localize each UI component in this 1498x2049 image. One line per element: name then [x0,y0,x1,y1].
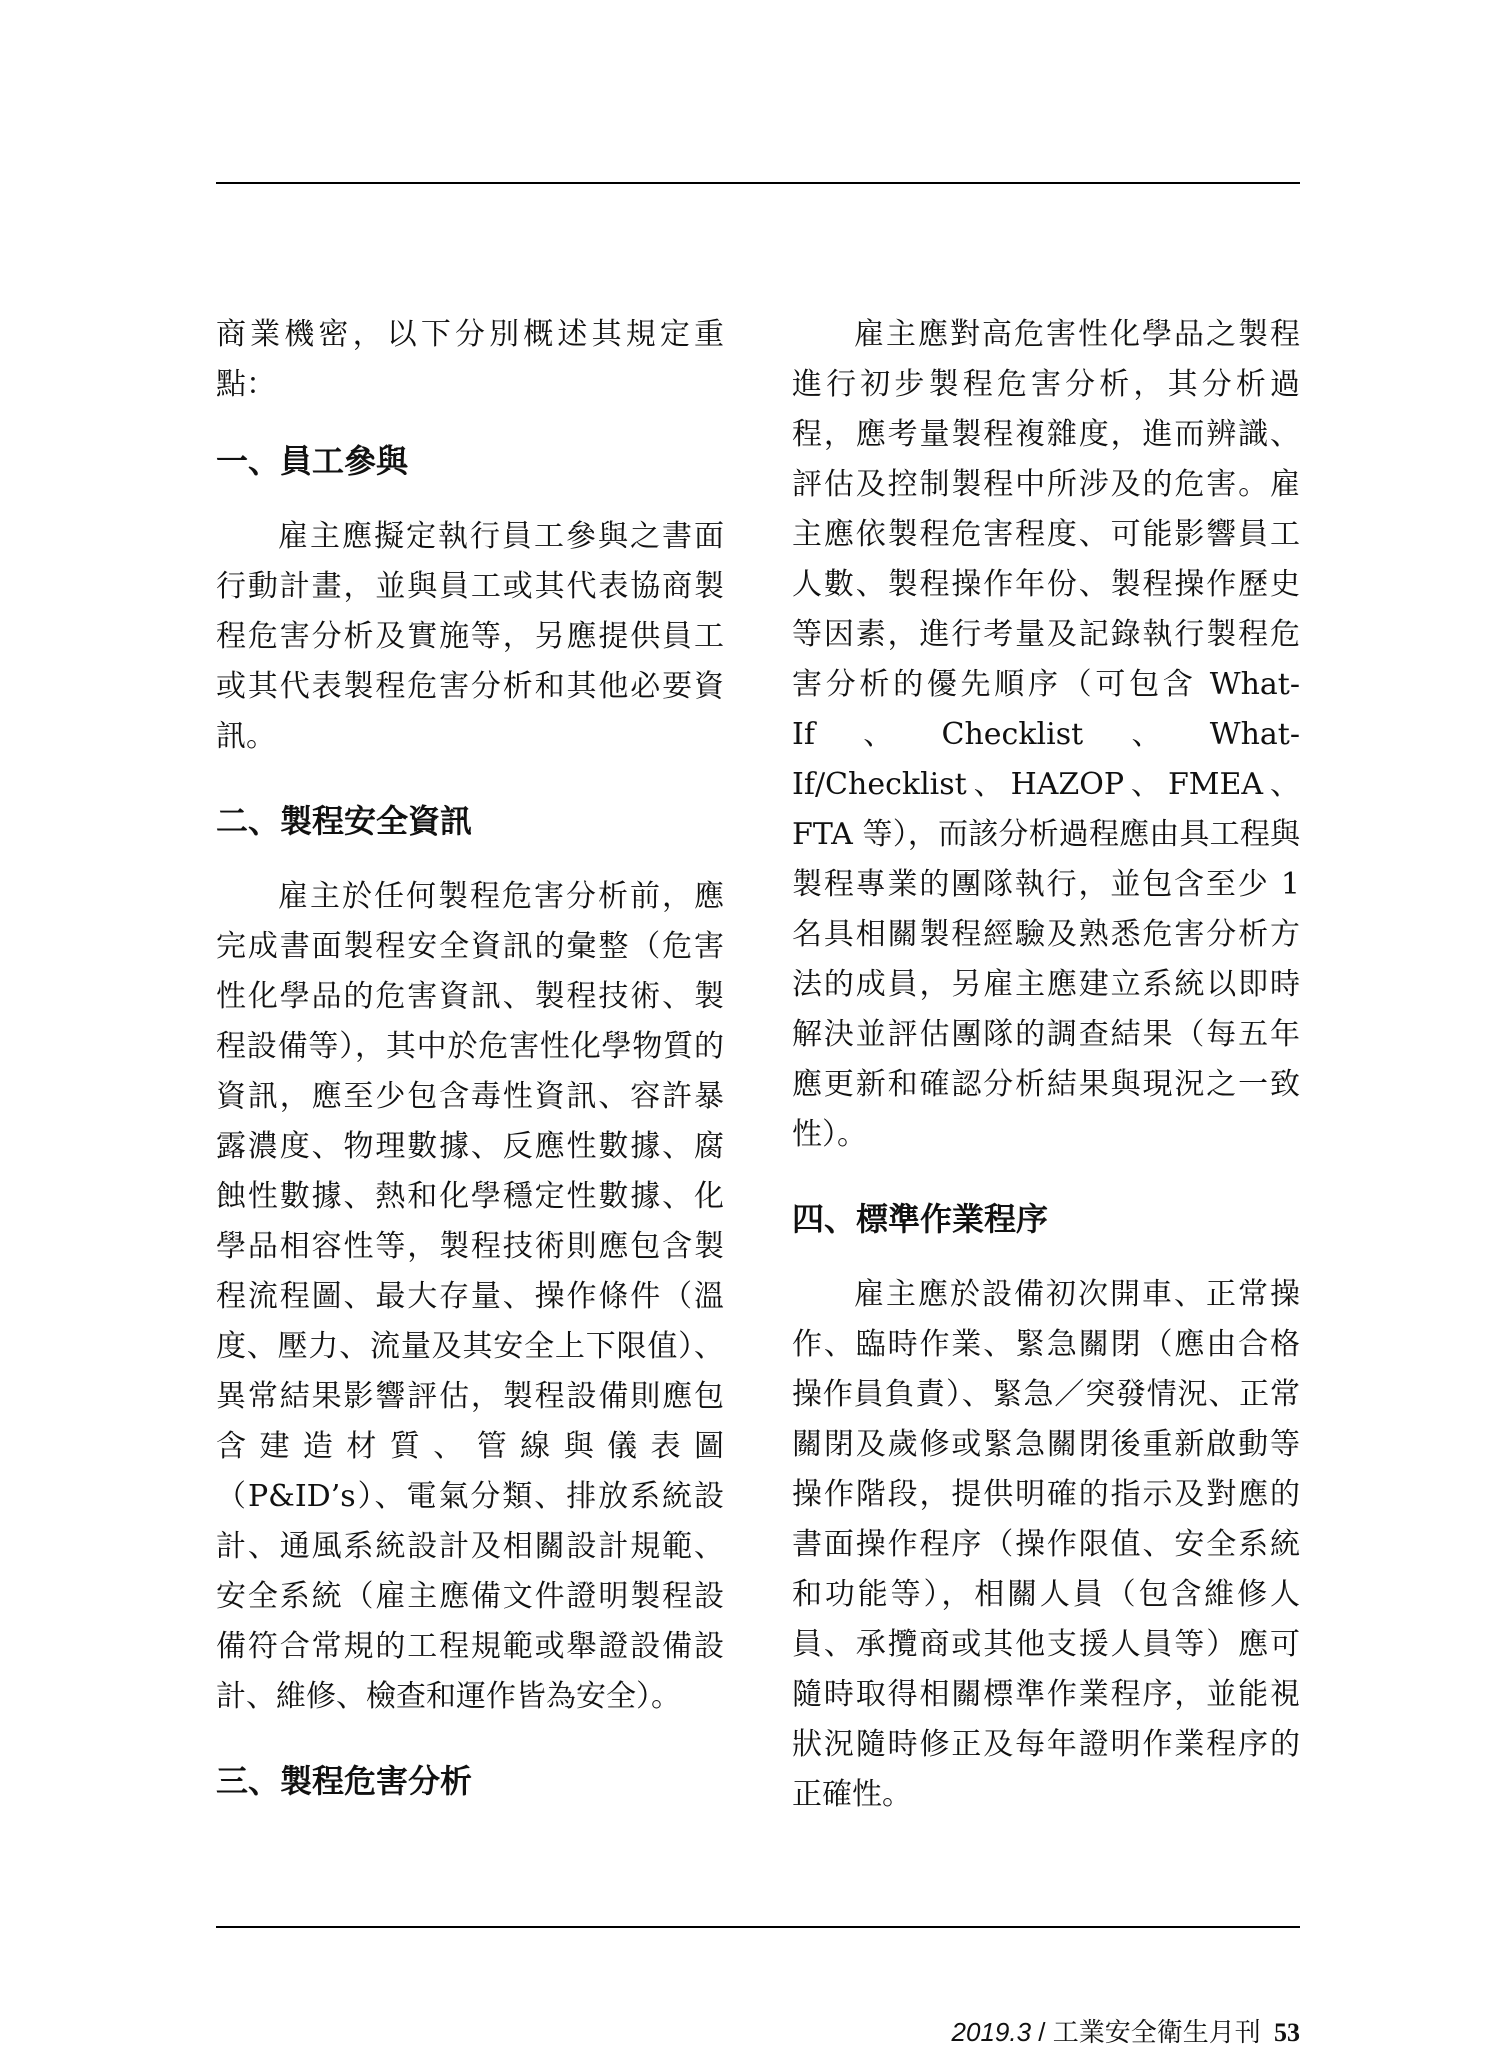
journal-name: 工業安全衛生月刊 [1052,2017,1261,2047]
right-column [792,310,1300,1820]
section-body-2: 雇主於任何製程危害分析前，應完成書面製程安全資訊的彙整（危害性化學品的危害資訊、製程技術、製程設備等），其中於危害性化學物質的資訊，應至少包含毒性資訊、容許暴露濃度、物理數據、反應性數據、腐蝕性數據、熱和化學穩定性數據、化學品相容性等，製程技術則應包含製程流程圖、最大存量、操作條件（溫度、壓力、流量及其安全上下限值）、異常結果影響評估，製程設備則應包含建造材質、管線與儀表圖（P&ID’s）、電氣分類、排放系統設計、通風系統設計及相關設計規範、安全系統（雇主應備文件證明製程設備符合常規的工程規範或舉證設備設計、維修、檢查和運作皆為安全）。 [216,879,724,1714]
section-heading-4: 四、標準作業程序 [792,1200,1049,1238]
footer-separator: / [1031,2017,1053,2047]
section-heading-2: 二、製程安全資訊 [216,802,473,840]
section-body-3: 雇主應對高危害性化學品之製程進行初步製程危害分析，其分析過程，應考量製程複雜度，進而辨識、評估及控制製程中所涉及的危害。雇主應依製程危害程度、可能影響員工人數、製程操作年份、製程操作歷史等因素，進行考量及記錄執行製程危害分析的優先順序（可包含 What-If、Checklist、What-If/Checklist、HAZOP、FMEA、FTA 等），而該分析過程應由具工程與製程專業的團隊執行，並包含至少 1 名具相關製程經驗及熟悉危害分析方法的成員，另雇主應建立系統以即時解決並評估團隊的調查結果（每五年應更新和確認分析結果與現況之一致性）。 [792,317,1300,1152]
footer-rule [216,1926,1300,1928]
page-number: 53 [1274,2018,1300,2047]
section-heading-1: 一、員工參與 [216,442,409,480]
section-heading-3: 三、製程危害分析 [216,1762,473,1800]
intro-text: 商業機密，以下分別概述其規定重點： [216,317,724,402]
section-body-4: 雇主應於設備初次開車、正常操作、臨時作業、緊急關閉（應由合格操作員負責）、緊急／突發情況、正常關閉及歲修或緊急關閉後重新啟動等操作階段，提供明確的指示及對應的書面操作程序（操作限值、安全系統和功能等），相關人員（包含維修人員、承攬商或其他支援人員等）應可隨時取得相關標準作業程序，並能視狀況隨時修正及每年證明作業程序的正確性。 [792,1277,1300,1812]
header-rule [216,182,1300,184]
left-column [216,310,724,1806]
issue-date: 2019.3 [951,2017,1032,2047]
section-body-1: 雇主應擬定執行員工參與之書面行動計畫，並與員工或其代表協商製程危害分析及實施等，另應提供員工或其代表製程危害分析和其他必要資訊。 [216,519,724,754]
page-footer [952,2012,1300,2049]
